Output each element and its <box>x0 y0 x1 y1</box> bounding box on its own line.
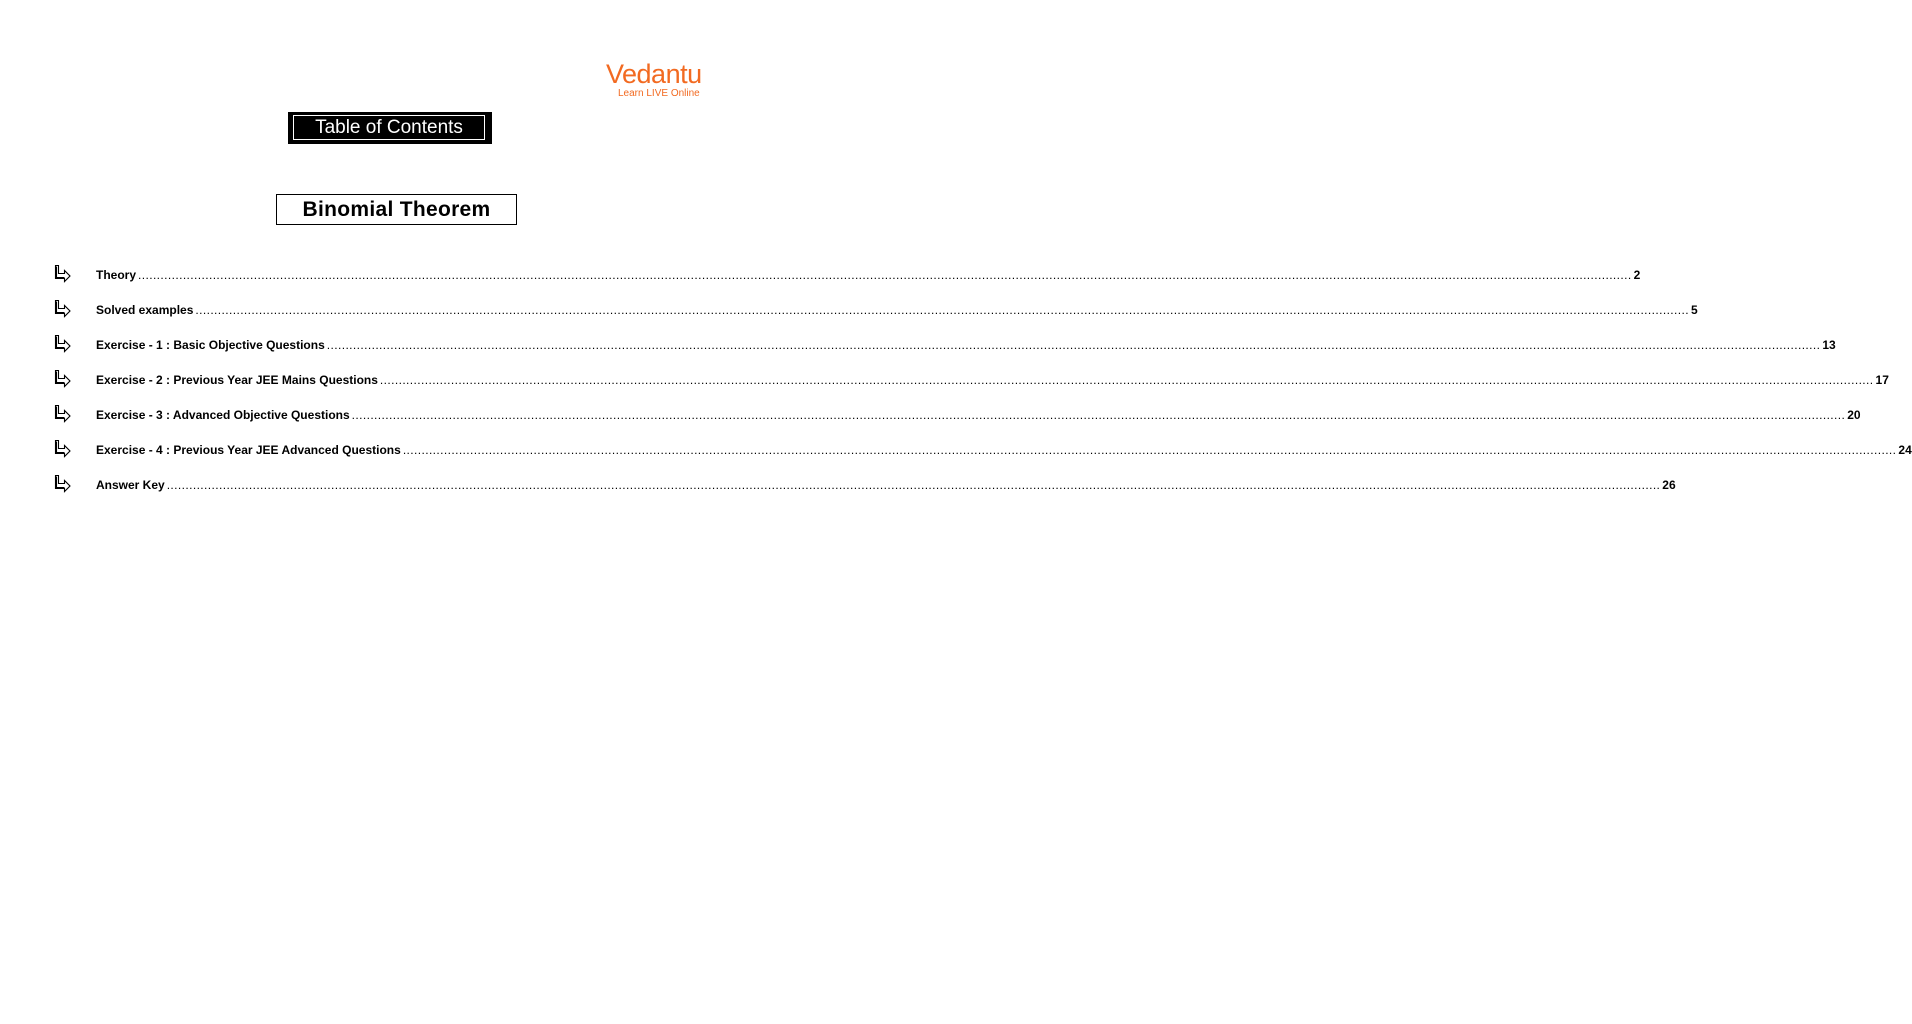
hollow-arrow-icon <box>52 403 72 423</box>
toc-leader-dots: ................................................................................................................................................................................................................................................................................................................................................................................................................ <box>195 303 1689 317</box>
toc-item[interactable] <box>52 367 1889 402</box>
toc-item[interactable] <box>52 472 1676 507</box>
toc-item-title: Exercise - 4 : Previous Year JEE Advanced Questions <box>96 443 401 457</box>
toc-item-title: Exercise - 3 : Advanced Objective Questions <box>96 408 350 422</box>
hollow-arrow-icon <box>52 368 72 388</box>
toc-item-page: 2 <box>1633 268 1641 282</box>
toc-item-page: 26 <box>1662 478 1676 492</box>
toc-item-title: Solved examples <box>96 303 194 317</box>
logo-tagline: Learn LIVE Online <box>618 88 700 99</box>
toc-leader-dots: ................................................................................................................................................................................................................................................................................................................................................................................................................ <box>351 408 1846 422</box>
toc-item[interactable] <box>52 402 1861 437</box>
subject-title: Binomial Theorem <box>276 194 517 225</box>
toc-item-page: 24 <box>1898 443 1912 457</box>
toc-item-page: 13 <box>1822 338 1836 352</box>
table-of-contents-banner <box>288 112 492 144</box>
toc-item-title: Exercise - 1 : Basic Objective Questions <box>96 338 325 352</box>
toc-item-title: Exercise - 2 : Previous Year JEE Mains Questions <box>96 373 378 387</box>
hollow-arrow-icon <box>52 333 72 353</box>
hollow-arrow-icon <box>52 298 72 318</box>
toc-leader-dots: ................................................................................................................................................................................................................................................................................................................................................................................................................ <box>379 373 1874 387</box>
toc-item[interactable] <box>52 262 1641 297</box>
toc-leader-dots: ................................................................................................................................................................................................................................................................................................................................................................................................................ <box>166 478 1661 492</box>
hollow-arrow-icon <box>52 473 72 493</box>
toc-item-title: Answer Key <box>96 478 165 492</box>
toc-item[interactable] <box>52 332 1836 367</box>
logo-wordmark: Vedantu <box>606 59 702 89</box>
toc-leader-dots: ................................................................................................................................................................................................................................................................................................................................................................................................................ <box>326 338 1821 352</box>
vedantu-logo <box>606 58 730 102</box>
hollow-arrow-icon <box>52 438 72 458</box>
table-of-contents-heading: Table of Contents <box>293 115 485 140</box>
toc-item-title: Theory <box>96 268 137 282</box>
toc-item-page: 17 <box>1875 373 1889 387</box>
toc-item-page: 5 <box>1690 303 1698 317</box>
toc-item-page: 20 <box>1847 408 1861 422</box>
toc-item[interactable] <box>52 297 1698 332</box>
toc-item[interactable] <box>52 437 1912 472</box>
hollow-arrow-icon <box>52 263 72 283</box>
toc-leader-dots: ................................................................................................................................................................................................................................................................................................................................................................................................................ <box>138 268 1632 282</box>
toc-leader-dots: ................................................................................................................................................................................................................................................................................................................................................................................................................ <box>402 443 1897 457</box>
toc-list <box>52 262 1912 507</box>
